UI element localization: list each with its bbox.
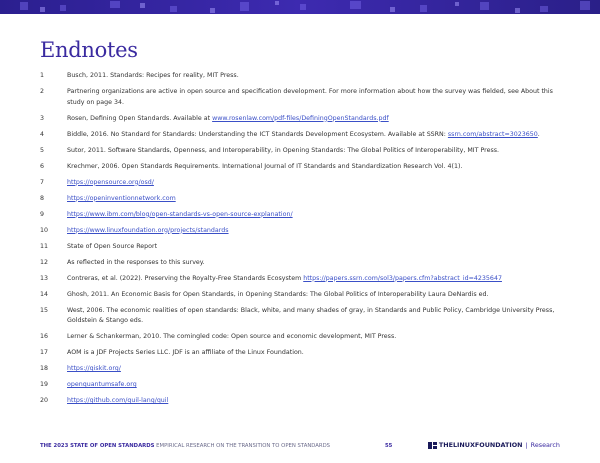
endnote-number: 2: [40, 88, 45, 95]
endnote-text-body: Biddle, 2016. No Standard for Standards: Understanding the ICT Standards Development Ecosystem. Available at SSRN:: [67, 130, 448, 138]
endnote-item: [40, 162, 560, 173]
endnote-number: 15: [40, 306, 49, 314]
endnote-link[interactable]: https://www.ibm.com/blog/open-standards-vs-open-source-explanation/: [67, 210, 293, 218]
endnote-link[interactable]: https://papers.ssrn.com/sol3/papers.cfm?abstract_id=4235647: [303, 274, 502, 282]
endnote-item: [40, 87, 560, 108]
footer-report-subtitle: EMPIRICAL RESEARCH ON THE TRANSITION TO OPEN STANDARDS: [156, 443, 331, 449]
endnote-item: [40, 130, 560, 141]
endnote-number: 19: [40, 381, 49, 388]
footer-report-label: [40, 443, 330, 449]
endnote-number: 10: [40, 226, 49, 234]
footer-report-title: THE 2023 STATE OF OPEN STANDARDS: [40, 443, 155, 449]
endnote-text: [67, 146, 560, 157]
endnote-text: [67, 274, 560, 285]
endnote-text-body: Ghosh, 2011. An Economic Basis for Open Standards, in Opening Standards: The Global Politics of Interoperability Laura DeNardis ed.: [67, 290, 489, 298]
endnote-text-body: AOM is a JDF Projects Series LLC. JDF is an affiliate of the Linux Foundation.: [67, 349, 304, 356]
endnote-text: [67, 71, 560, 82]
endnote-item: [40, 290, 560, 301]
endnote-text-body: As reflected in the responses to this survey.: [67, 258, 205, 266]
logo-foundation: FOUNDATION: [474, 441, 523, 449]
endnote-number: 11: [40, 242, 49, 250]
endnote-item: [40, 210, 560, 221]
endnote-item: [40, 396, 560, 407]
endnote-link[interactable]: openquantumsafe.org: [67, 381, 137, 388]
endnote-text-body: State of Open Source Report: [67, 242, 158, 250]
endnote-item: [40, 306, 560, 327]
endnote-number: 8: [40, 194, 45, 202]
endnotes-list: [40, 71, 560, 412]
endnote-text-body: Sutor, 2011. Software Standards, Openness, and Interoperability, in Opening Standards: The Global Politics of Interoperability, MIT Press.: [67, 146, 500, 154]
endnote-text-body: Krechmer, 2006. Open Standards Requirements. International Journal of IT Standards and Standardization Research Vol. 4(1).: [67, 162, 463, 170]
endnote-text-body: West, 2006. The economic realities of open standards: Black, white, and many shades of gray, in Standards and Public Policy, Cambridge University Press, Goldstein & Stango eds.: [67, 306, 555, 324]
endnote-text-body: Busch, 2011. Standards: Recipes for reality, MIT Press.: [67, 72, 239, 79]
endnote-link[interactable]: https://qiskit.org/: [67, 365, 121, 372]
endnote-number: 3: [40, 114, 45, 122]
endnote-text-body: Lerner & Schankerman, 2010. The comingled code: Open source and economic development, MIT Press.: [67, 333, 397, 340]
page-footer: [40, 441, 560, 453]
header-banner: [0, 0, 600, 14]
logo-linux: LINUX: [452, 441, 475, 449]
logo-separator: |: [525, 441, 528, 449]
endnote-number: 6: [40, 162, 45, 170]
endnote-item: [40, 380, 560, 391]
linux-foundation-logo-icon: [428, 442, 437, 449]
endnote-text: [67, 114, 560, 125]
endnote-number: 14: [40, 290, 49, 298]
endnote-text: [67, 130, 560, 141]
endnote-text: [67, 348, 560, 359]
endnote-number: 16: [40, 333, 49, 340]
endnote-number: 9: [40, 210, 45, 218]
endnote-text: [67, 332, 560, 343]
page-number: 55: [385, 443, 393, 449]
endnote-text: [67, 242, 560, 253]
endnote-text: [67, 258, 560, 269]
endnote-item: [40, 364, 560, 375]
endnote-number: 5: [40, 146, 45, 154]
endnote-link[interactable]: https://github.com/quil-lang/quil: [67, 397, 169, 404]
logo-research: Research: [530, 441, 560, 449]
endnote-item: [40, 274, 560, 285]
endnote-number: 7: [40, 178, 45, 186]
endnote-item: [40, 71, 560, 82]
endnote-text: [67, 162, 560, 173]
endnote-text: [67, 290, 560, 301]
endnote-text: [67, 87, 560, 108]
endnote-text: [67, 306, 560, 327]
endnote-link[interactable]: https://openinventionnetwork.com: [67, 194, 176, 202]
endnote-number: 1: [40, 72, 45, 79]
endnote-link[interactable]: https://opensource.org/osd/: [67, 178, 154, 186]
endnote-item: [40, 242, 560, 253]
page-title: Endnotes: [40, 38, 138, 62]
endnote-item: [40, 114, 560, 125]
linux-foundation-logo: [428, 441, 560, 449]
endnote-text-body: Partnering organizations are active in open source and specification development. For more information about how the survey was fielded, see About this study on page 34.: [67, 88, 553, 106]
endnote-link[interactable]: ssrn.com/abstract=3023650: [447, 130, 538, 138]
endnote-number: 17: [40, 349, 49, 356]
endnote-link[interactable]: https://www.linuxfoundation.org/projects/standards: [67, 226, 229, 234]
endnote-item: [40, 258, 560, 269]
logo-the: THE: [438, 441, 453, 449]
endnote-item: [40, 194, 560, 205]
endnote-number: 20: [40, 397, 49, 404]
endnote-text-body: Rosen, Defining Open Standards. Available at: [67, 114, 213, 122]
endnote-text-suffix: .: [537, 130, 540, 138]
endnote-link[interactable]: www.rosenlaw.com/pdf-files/DefiningOpenStandards.pdf: [212, 114, 389, 122]
endnote-number: 13: [40, 274, 49, 282]
endnote-number: 18: [40, 365, 49, 372]
endnote-number: 12: [40, 258, 49, 266]
endnote-item: [40, 226, 560, 237]
endnote-item: [40, 178, 560, 189]
endnote-item: [40, 146, 560, 157]
endnote-text-body: Contreras, et al. (2022). Preserving the Royalty-Free Standards Ecosystem: [67, 274, 304, 282]
endnote-number: 4: [40, 130, 45, 138]
endnote-item: [40, 332, 560, 343]
endnote-item: [40, 348, 560, 359]
